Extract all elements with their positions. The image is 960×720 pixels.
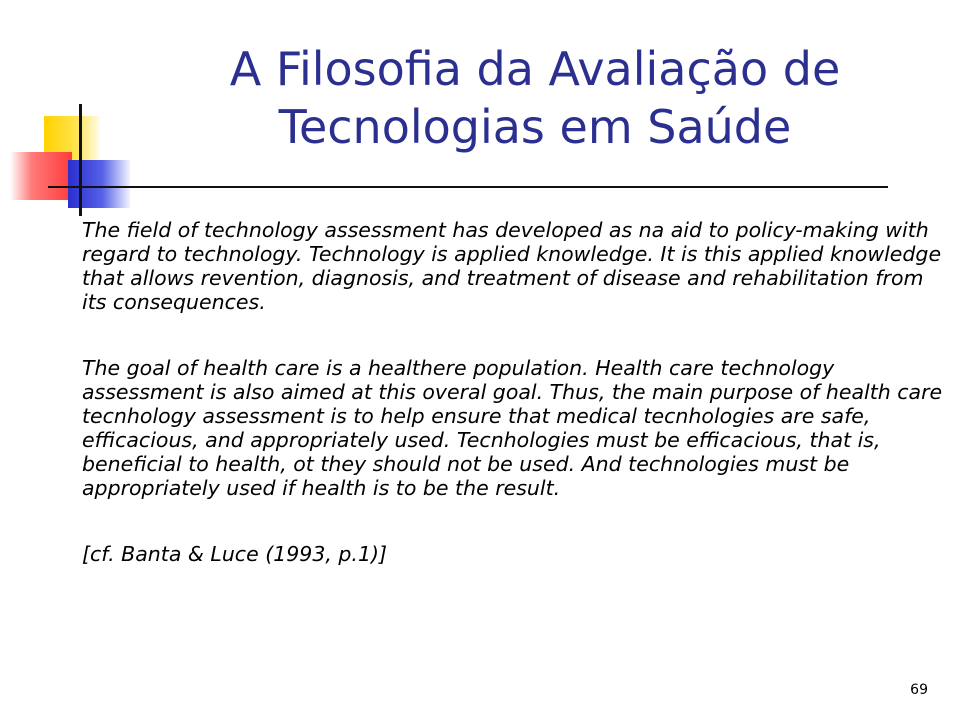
title-underline-rule <box>48 186 888 188</box>
slide-title <box>140 40 930 156</box>
red-square-decoration <box>10 152 72 200</box>
slide-title-line-1: A Filosofia da Avaliação de <box>229 42 841 96</box>
blue-square-decoration <box>68 160 130 208</box>
slide-title-line-2: Tecnologias em Saúde <box>278 100 792 154</box>
citation: [cf. Banta & Luce (1993, p.1)] <box>82 542 387 566</box>
slide-body <box>82 218 944 566</box>
body-paragraph-1: The field of technology assessment has developed as na aid to policy-making with regard to technology. Technology is applied knowledge. It is this applied knowledge that allows revention, diagnosis, and treatment of disease and rehabilitation from its consequences. <box>82 218 942 314</box>
body-paragraph-2: The goal of health care is a healthere population. Health care technology assessment is also aimed at this overal goal. Thus, the main purpose of health care tecnhology assessment is to help ensure that medical tecnhologies are safe, efficacious, and appropriately used. Tecnhologies must be efficacious, that is, beneficial to health, ot they should not be used. And technologies must be appropriately used if health is to be the result. <box>82 356 943 500</box>
vertical-rule <box>79 104 82 216</box>
page-number: 69 <box>910 682 928 698</box>
